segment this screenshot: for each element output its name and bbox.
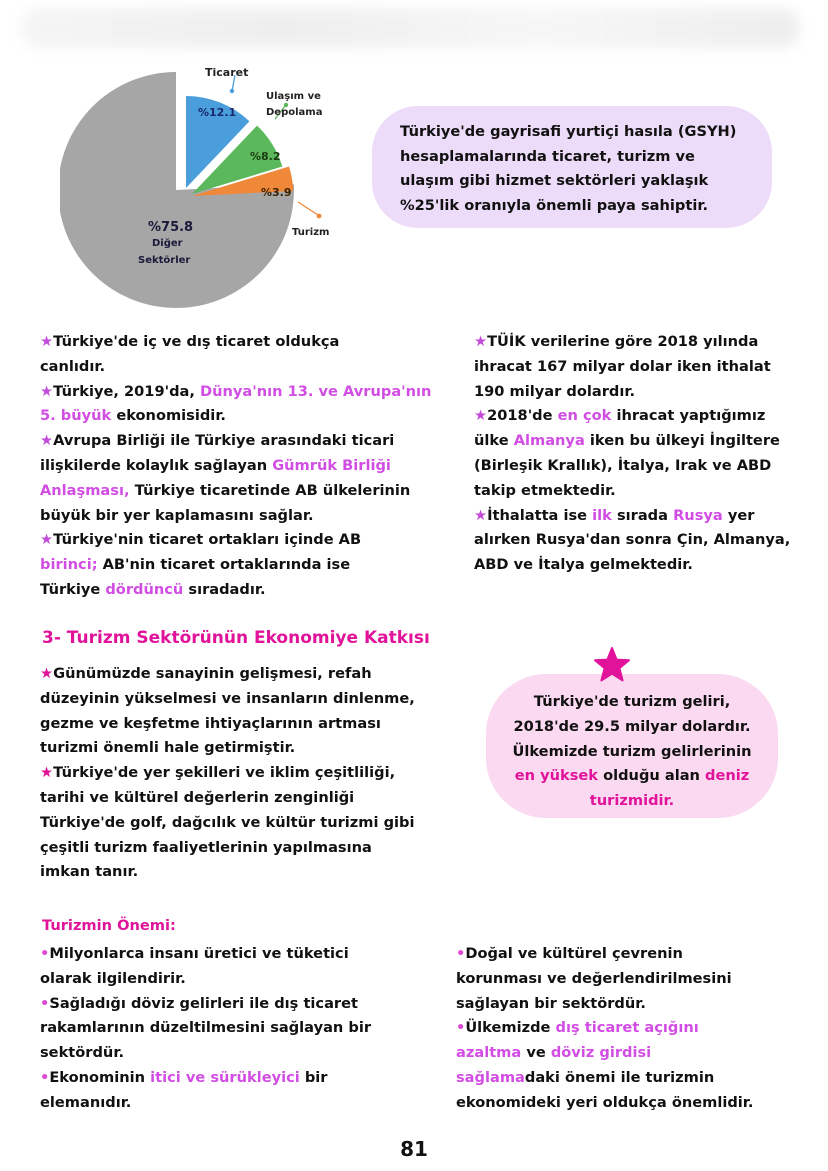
text-line: sıradadır. bbox=[183, 580, 266, 598]
highlight-text: dış ticaret açığını bbox=[555, 1019, 699, 1037]
text-line: iken bu ülkeyi İngiltere bbox=[584, 432, 780, 450]
label-turizm: Turizm bbox=[292, 227, 330, 238]
turizm-leader-line bbox=[298, 202, 318, 215]
gdp-line-3: ulaşım gibi hizmet sektörleri yaklaşık bbox=[400, 172, 709, 189]
text-line: büyük bir yer kaplamasını sağlar. bbox=[40, 506, 314, 524]
text-line: takip etmektedir. bbox=[474, 481, 616, 499]
bullet-dot: • bbox=[40, 994, 50, 1012]
text-line: Türkiye'de golf, dağcılık ve kültür turizmi gibi bbox=[40, 813, 415, 831]
label-ticaret: Ticaret bbox=[205, 66, 249, 79]
text-line: ekonomisidir. bbox=[111, 407, 226, 425]
highlight-text: Anlaşması, bbox=[40, 481, 130, 499]
text-line: alırken Rusya'dan sonra Çin, Almanya, bbox=[474, 531, 791, 549]
gdp-info-text bbox=[400, 120, 736, 218]
bullet-dot: • bbox=[40, 945, 50, 962]
text-line: (Birleşik Krallık), İtalya, Irak ve ABD bbox=[474, 456, 772, 474]
text-line: tarihi ve kültürel değerlerin zenginliği bbox=[40, 788, 355, 806]
text-line: ihracat 167 milyar dolar iken ithalat bbox=[474, 357, 771, 375]
text-line: korunması ve değerlendirilmesini bbox=[456, 969, 732, 987]
tourism-line-2: 2018'de 29.5 milyar dolardır. bbox=[513, 717, 751, 735]
trade-left-column bbox=[40, 330, 431, 603]
text-line: olarak ilgilendirir. bbox=[40, 969, 186, 987]
ticaret-leader-dot bbox=[230, 89, 234, 93]
value-ticaret: %12.1 bbox=[198, 106, 237, 119]
highlight-text: en yüksek bbox=[514, 767, 598, 785]
text-line: İthalatta ise bbox=[487, 506, 593, 524]
text-line: sektördür. bbox=[40, 1044, 124, 1062]
text-line: elemanıdır. bbox=[40, 1093, 132, 1111]
importance-left-column bbox=[40, 942, 371, 1116]
highlight-text: 5. büyük bbox=[40, 407, 112, 425]
gdp-line-1: Türkiye'de gayrisafi yurtiçi hasıla (GSYH) bbox=[400, 123, 737, 140]
highlight-text: ilk bbox=[592, 506, 612, 524]
text-line: Türkiye bbox=[40, 580, 106, 598]
highlight-text: Gümrük Birliği bbox=[272, 456, 391, 474]
text-line: Doğal ve kültürel çevrenin bbox=[465, 945, 683, 962]
highlight-text: en çok bbox=[557, 407, 612, 425]
star-bullet: ★ bbox=[40, 333, 54, 350]
text-line: Avrupa Birliği ile Türkiye arasındaki ticari bbox=[53, 432, 395, 450]
text-line: sırada bbox=[611, 506, 674, 524]
text-line: ABD ve İtalya gelmektedir. bbox=[474, 556, 693, 574]
text-line: ihracat yaptığımız bbox=[611, 407, 766, 425]
highlight-text: deniz bbox=[705, 767, 750, 785]
bullet-dot: • bbox=[40, 1068, 50, 1086]
text-line: olduğu alan bbox=[598, 767, 706, 785]
star-bullet: ★ bbox=[40, 665, 54, 682]
text-line: 190 milyar dolardır. bbox=[474, 382, 636, 400]
bullet-dot: • bbox=[456, 945, 466, 962]
blurred-header bbox=[20, 8, 800, 48]
gdp-line-2: hesaplamalarında ticaret, turizm ve bbox=[400, 147, 695, 165]
highlight-text: itici ve sürükleyici bbox=[150, 1068, 300, 1086]
text-line: sağlayan bir sektördür. bbox=[456, 994, 646, 1012]
star-icon bbox=[593, 646, 631, 684]
text-line: Milyonlarca insanı üretici ve tüketici bbox=[49, 945, 349, 962]
value-turizm: %3.9 bbox=[261, 186, 292, 199]
tourism-line-1: Türkiye'de turizm geliri, bbox=[533, 693, 731, 710]
label-ulasim-1: Ulaşım ve bbox=[266, 91, 321, 102]
text-line: TÜİK verilerine göre 2018 yılında bbox=[487, 333, 759, 350]
highlight-text: döviz girdisi bbox=[550, 1044, 652, 1062]
label-diger-2: Sektörler bbox=[138, 255, 191, 266]
text-line: Türkiye ticaretinde AB ülkelerinin bbox=[129, 481, 411, 499]
text-line: ve bbox=[521, 1044, 551, 1062]
highlight-text: Almanya bbox=[513, 432, 585, 450]
text-line: turizmi önemli hale getirmiştir. bbox=[40, 739, 296, 757]
highlight-text: sağlama bbox=[456, 1068, 525, 1086]
tourism-line-5: turizmidir. bbox=[589, 792, 675, 810]
star-bullet: ★ bbox=[40, 382, 54, 400]
text-line: Türkiye'de yer şekilleri ve iklim çeşitliliği, bbox=[53, 764, 396, 782]
highlight-text: Rusya bbox=[673, 506, 723, 524]
text-line: ilişkilerde kolaylık sağlayan bbox=[40, 456, 273, 474]
label-ulasim-2: Depolama bbox=[266, 107, 323, 118]
text-line: Günümüzde sanayinin gelişmesi, refah bbox=[53, 665, 372, 682]
sector-pie-chart bbox=[60, 55, 360, 315]
tourism-section-text bbox=[40, 662, 415, 885]
star-bullet: ★ bbox=[474, 333, 488, 350]
section-heading: 3- Turizm Sektörünün Ekonomiye Katkısı bbox=[42, 628, 430, 648]
text-line: yer bbox=[722, 506, 755, 524]
page-number: 81 bbox=[400, 1137, 428, 1161]
bullet-dot: • bbox=[456, 1019, 466, 1037]
text-line: 2018'de bbox=[487, 407, 558, 425]
value-ulasim: %8.2 bbox=[250, 150, 281, 163]
highlight-text: azaltma bbox=[456, 1044, 522, 1062]
gdp-line-4: %25'lik oranıyla önemli paya sahiptir. bbox=[400, 196, 708, 214]
star-bullet: ★ bbox=[474, 407, 488, 425]
highlight-text: dördüncü bbox=[105, 580, 184, 598]
text-line: Türkiye, 2019'da, bbox=[53, 382, 200, 400]
text-line: Türkiye'nin ticaret ortakları içinde AB bbox=[53, 531, 362, 549]
text-line: Türkiye'de iç ve dış ticaret oldukça bbox=[53, 333, 340, 350]
label-diger-1: Diğer bbox=[152, 238, 183, 249]
highlight-text: Dünya'nın 13. ve Avrupa'nın bbox=[200, 382, 432, 400]
star-bullet: ★ bbox=[40, 432, 54, 450]
importance-right-column bbox=[456, 942, 753, 1116]
text-line: bir bbox=[299, 1068, 328, 1086]
text-line: daki önemi ile turizmin bbox=[524, 1068, 715, 1086]
text-line: Ekonominin bbox=[49, 1068, 151, 1086]
text-line: çeşitli turizm faaliyetlerinin yapılmasına bbox=[40, 838, 372, 856]
text-line: rakamlarının düzeltilmesini sağlayan bir bbox=[40, 1019, 372, 1037]
text-line: gezme ve keşfetme ihtiyaçlarının artması bbox=[40, 714, 381, 732]
importance-title: Turizmin Önemi: bbox=[42, 917, 176, 934]
highlight-text: birinci; bbox=[40, 556, 98, 574]
turizm-leader-dot bbox=[317, 214, 322, 219]
text-line: ülke bbox=[474, 432, 514, 450]
text-line: Sağladığı döviz gelirleri ile dış ticaret bbox=[49, 994, 358, 1012]
text-line: AB'nin ticaret ortaklarında ise bbox=[97, 556, 351, 574]
value-diger: %75.8 bbox=[148, 220, 194, 235]
text-line: ekonomideki yeri oldukça önemlidir. bbox=[456, 1093, 754, 1111]
star-bullet: ★ bbox=[40, 531, 54, 549]
text-line: canlıdır. bbox=[40, 357, 106, 375]
text-line: düzeyinin yükselmesi ve insanların dinlenme, bbox=[40, 689, 415, 707]
trade-right-column bbox=[474, 330, 790, 578]
star-bullet: ★ bbox=[40, 764, 54, 782]
text-line: Ülkemizde bbox=[465, 1019, 556, 1037]
tourism-line-3: Ülkemizde turizm gelirlerinin bbox=[512, 742, 752, 760]
text-line: imkan tanır. bbox=[40, 863, 139, 881]
tourism-income-text bbox=[486, 690, 778, 814]
star-bullet: ★ bbox=[474, 506, 488, 524]
